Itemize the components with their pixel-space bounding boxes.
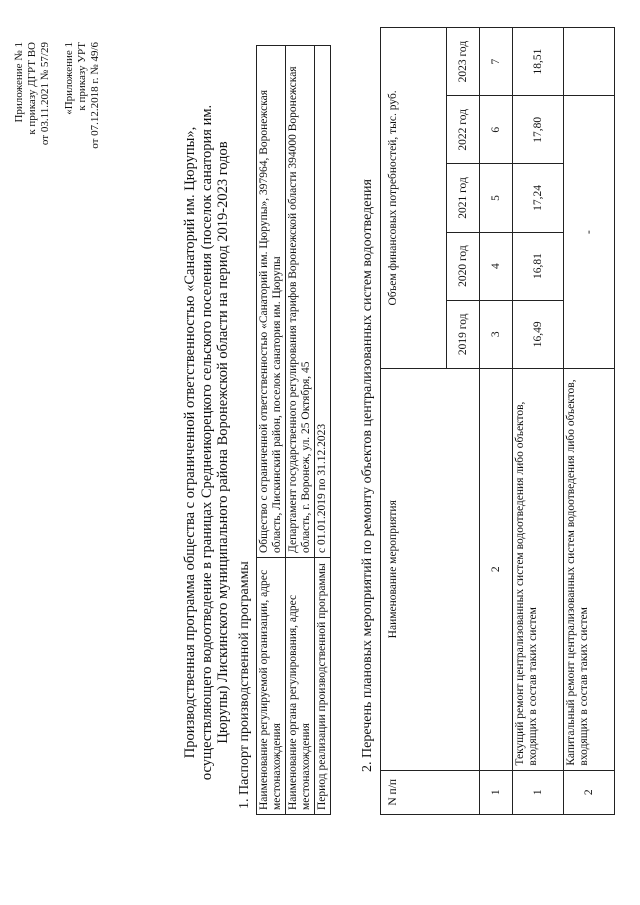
appendix-2-line: «Приложение 1 (63, 42, 75, 115)
index-cell: 4 (480, 232, 513, 300)
year-header: 2019 год (447, 300, 480, 368)
appendix-1-block (13, 42, 52, 145)
index-cell: 3 (480, 300, 513, 368)
row-value-empty (564, 28, 615, 96)
passport-label: Наименование органа регулирования, адрес местонахождения (286, 558, 315, 815)
document-title (182, 40, 232, 845)
passport-table (256, 45, 331, 815)
year-header: 2021 год (447, 164, 480, 232)
index-cell: 7 (480, 28, 513, 96)
col-name-header: Наименование мероприятия (381, 368, 480, 770)
row-value: 18,51 (513, 28, 564, 96)
title-line: Производственная программа общества с ограниченной ответственностью «Санаторий им. Цюрупы», (182, 126, 198, 759)
table-header-row (381, 28, 447, 815)
passport-label: Наименование регулируемой организации, адрес местонахождения (257, 558, 286, 815)
year-header: 2020 год (447, 232, 480, 300)
passport-label: Период реализации производственной программы (315, 558, 331, 815)
title-line: Цюрупы) Лискинского муниципального района Воронежской области на период 2019-2023 годов (215, 141, 231, 744)
title-line: осуществляющего водоотведение в границах Среднеикорецкого сельского поселения (поселок санатория им. (198, 104, 215, 781)
passport-row (257, 46, 286, 815)
year-header: 2023 год (447, 28, 480, 96)
row-value: 17,24 (513, 164, 564, 232)
row-num: 2 (564, 770, 615, 814)
row-value: 16,81 (513, 232, 564, 300)
index-cell: 1 (480, 770, 513, 814)
appendix-2-line: от 07.12.2018 г. № 49/6 (89, 42, 101, 149)
col-num-header: N п/п (381, 770, 480, 814)
appendix-1-line: от 03.11.2021 № 57/29 (39, 42, 51, 146)
appendix-2-line: к приказу УРТ (76, 42, 88, 111)
row-name: Капитальный ремонт централизованных систем водоотведения либо объектов, входящих в состав таких систем (564, 368, 615, 770)
index-cell: 5 (480, 164, 513, 232)
row-value: 16,49 (513, 300, 564, 368)
row-merged-value: - (564, 96, 615, 369)
table-row (513, 28, 564, 815)
passport-heading: 1. Паспорт производственной программы (237, 561, 252, 809)
passport-row (315, 46, 331, 815)
year-header: 2022 год (447, 96, 480, 164)
index-cell: 2 (480, 368, 513, 770)
row-name: Текущий ремонт централизованных систем водоотведения либо объектов, входящих в состав таких систем (513, 368, 564, 770)
passport-value: Общество с ограниченной ответственностью «Санаторий им. Цюрупы», 397964, Воронежская область, Лискинский район, поселок санатория им. Цюрупы (257, 46, 286, 558)
appendix-2-block (63, 42, 102, 149)
row-num: 1 (513, 770, 564, 814)
table-row (564, 28, 615, 815)
passport-value: Департамент государственного регулирования тарифов Воронежской области 394000 Воронежская область, г. Воронеж, ул. 25 Октября, 45 (286, 46, 315, 558)
passport-row (286, 46, 315, 815)
col-volume-header: Объем финансовых потребностей, тыс. руб. (381, 28, 447, 369)
appendix-1-line: Приложение № 1 (13, 42, 25, 123)
list-heading: 2. Перечень плановых мероприятий по ремонту объектов централизованных систем водоотведения (360, 179, 375, 772)
table-index-row (480, 28, 513, 815)
appendix-1-line: к приказу ДГРТ ВО (26, 42, 38, 135)
repair-list-table (380, 27, 615, 815)
index-cell: 6 (480, 96, 513, 164)
row-value: 17,80 (513, 96, 564, 164)
passport-value: с 01.01.2019 по 31.12.2023 (315, 46, 331, 558)
